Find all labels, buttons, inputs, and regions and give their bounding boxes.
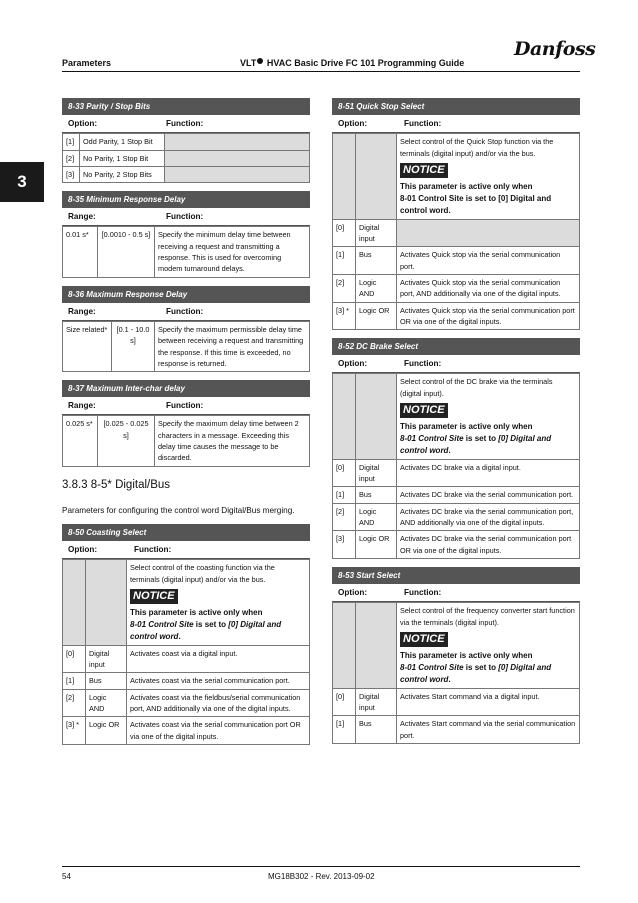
notice-badge: NOTICE — [130, 589, 178, 604]
notice-badge: NOTICE — [400, 632, 448, 647]
col-function: Function: — [404, 119, 442, 128]
option-number: [1] — [63, 673, 86, 689]
table-row — [63, 227, 310, 277]
table-row — [333, 531, 580, 559]
bullet-icon — [257, 58, 263, 64]
param-8-52 — [332, 338, 580, 559]
param-title: 8-53 Start Select — [332, 567, 580, 584]
function-description: Select control of the coasting function via the terminals (digital input) and/or via the bus. — [130, 563, 275, 584]
table-row — [333, 503, 580, 531]
notice-badge: NOTICE — [400, 403, 448, 418]
param-title: 8-50 Coasting Select — [62, 524, 310, 541]
param-8-37 — [62, 380, 310, 466]
option-number: [3] — [333, 531, 356, 559]
table-row — [63, 560, 310, 645]
option-name — [356, 374, 397, 459]
col-function: Function: — [166, 401, 204, 411]
table-row — [333, 459, 580, 487]
col-function: Function: — [166, 306, 204, 316]
table-row — [333, 688, 580, 716]
param-8-50 — [62, 524, 310, 745]
value-range: [0.1 - 10.0 s] — [112, 321, 155, 371]
options-table — [62, 133, 310, 183]
table-header — [62, 208, 310, 226]
footer-rule — [62, 866, 580, 867]
param-8-53 — [332, 567, 580, 744]
option-name: Digital input — [356, 688, 397, 716]
page-number: 54 — [62, 872, 71, 881]
param-title: 8-36 Maximum Response Delay — [62, 286, 310, 303]
option-number: [2] — [333, 274, 356, 302]
option-number — [333, 603, 356, 688]
table-row — [333, 274, 580, 302]
table-header — [332, 584, 580, 602]
options-table — [332, 133, 580, 330]
param-title: 8-33 Parity / Stop Bits — [62, 98, 310, 115]
notice-text: This parameter is active only when 8-01 Control Site is set to [0] Digital and control word. — [130, 607, 282, 641]
chapter-tab: 3 — [0, 162, 44, 202]
function-description: Specify the minimum delay time between receiving a request and transmitting a response. This is used for overcoming modem turnaround delays. — [155, 227, 310, 277]
col-option: Option: — [68, 545, 98, 555]
table-row — [63, 150, 310, 166]
function-description: Activates Start command via a digital input. — [397, 688, 580, 716]
table-header — [62, 541, 310, 559]
param-title: 8-51 Quick Stop Select — [332, 98, 580, 115]
col-option: Option: — [338, 587, 368, 597]
notice-text: This parameter is active only when 8-01 Control Site is set to [0] Digital and control word. — [400, 650, 552, 684]
option-number: [0] — [333, 459, 356, 487]
option-number: [1] — [333, 487, 356, 503]
table-row — [63, 645, 310, 673]
table-row — [333, 302, 580, 330]
param-title: 8-37 Maximum Inter-char delay — [62, 380, 310, 397]
option-number: [2] — [333, 503, 356, 531]
col-function: Function: — [134, 545, 172, 555]
col-range: Range: — [68, 401, 96, 411]
range-table — [62, 415, 310, 466]
function-description: Activates DC brake via the serial communication port OR via one of the digital inputs. — [397, 531, 580, 559]
option-number: [3] * — [333, 302, 356, 330]
table-row — [333, 134, 580, 219]
option-name: Logic AND — [86, 689, 127, 717]
option-name: Logic AND — [356, 503, 397, 531]
function-cell — [165, 150, 310, 166]
table-header — [62, 115, 310, 133]
option-number: [3] * — [63, 717, 86, 745]
option-number — [333, 134, 356, 219]
left-column — [62, 98, 310, 753]
function-cell — [397, 603, 580, 688]
param-title: 8-35 Minimum Response Delay — [62, 191, 310, 208]
option-name: Bus — [356, 716, 397, 744]
function-description: Select control of the DC brake via the terminals (digital input). — [400, 377, 553, 398]
option-name — [86, 560, 127, 645]
table-row — [63, 321, 310, 371]
running-header-title — [240, 58, 464, 68]
function-description: Select control of the frequency converter start function via the terminals (digital input). — [400, 606, 575, 627]
options-table — [62, 559, 310, 745]
function-cell — [397, 134, 580, 219]
table-row — [333, 219, 580, 247]
option-name — [356, 603, 397, 688]
table-row — [333, 487, 580, 503]
guide-title: HVAC Basic Drive FC 101 Programming Guide — [266, 58, 465, 68]
param-8-36 — [62, 286, 310, 372]
range-table — [62, 226, 310, 277]
function-description: Activates coast via the serial communication port OR via one of the digital inputs. — [127, 717, 310, 745]
function-description: Activates Quick stop via the serial communication port. — [397, 247, 580, 275]
value-range: [0.025 - 0.025 s] — [98, 416, 155, 466]
function-description: Activates Quick stop via the serial communication port OR via one of the digital inputs. — [397, 302, 580, 330]
option-name: Logic AND — [356, 274, 397, 302]
option-number — [333, 374, 356, 459]
option-number: [1] — [333, 716, 356, 744]
function-description: Activates DC brake via the serial communication port. — [397, 487, 580, 503]
function-description: Select control of the Quick Stop function via the terminals (digital input) and/or via the bus. — [400, 137, 554, 158]
option-number: [3] — [63, 166, 80, 182]
function-description: Activates Quick stop via the serial communication port, AND additionally via one of the digital inputs. — [397, 274, 580, 302]
col-option: Option: — [68, 119, 98, 128]
section-heading: 3.8.3 8-5* Digital/Bus — [62, 478, 171, 491]
col-function: Function: — [404, 587, 442, 597]
param-8-35 — [62, 191, 310, 277]
notice-text: This parameter is active only when 8-01 Control Site is set to [0] Digital and control word. — [400, 421, 552, 455]
table-header — [62, 303, 310, 321]
col-function: Function: — [166, 212, 204, 222]
table-row — [63, 134, 310, 150]
danfoss-logo: Danfoss — [514, 38, 596, 60]
default-value: 0.025 s* — [63, 416, 98, 466]
table-row — [333, 374, 580, 459]
product-name: VLT — [240, 58, 257, 68]
value-range: [0.0010 - 0.5 s] — [98, 227, 155, 277]
document-id: MG18B302 - Rev. 2013-09-02 — [268, 872, 375, 881]
option-name: No Parity, 1 Stop Bit — [80, 150, 165, 166]
function-description: Activates coast via a digital input. — [127, 645, 310, 673]
default-value: 0.01 s* — [63, 227, 98, 277]
option-name: Digital input — [356, 459, 397, 487]
right-column — [332, 98, 580, 752]
range-table — [62, 321, 310, 372]
col-function: Function: — [166, 119, 204, 128]
col-function: Function: — [404, 359, 442, 369]
running-header-section: Parameters — [62, 58, 112, 68]
option-name — [356, 134, 397, 219]
option-name: Logic OR — [86, 717, 127, 745]
function-description: Specify the maximum permissible delay time between receiving a request and transmitting the response. If this time is exceeded, no response is returned. — [155, 321, 310, 371]
function-cell — [165, 166, 310, 182]
default-value: Size related* — [63, 321, 112, 371]
option-number: [0] — [63, 645, 86, 673]
table-header — [332, 355, 580, 373]
table-header — [62, 397, 310, 415]
function-description: Specify the maximum delay time between 2 characters in a message. Exceeding this delay time causes the message to be discarded. — [155, 416, 310, 466]
option-number: [1] — [63, 134, 80, 150]
notice-badge: NOTICE — [400, 163, 448, 178]
table-row — [63, 166, 310, 182]
options-table — [332, 373, 580, 559]
option-number: [0] — [333, 219, 356, 247]
function-cell — [397, 374, 580, 459]
col-option: Option: — [338, 359, 368, 369]
function-description: Activates coast via the serial communication port. — [127, 673, 310, 689]
option-name: Odd Parity, 1 Stop Bit — [80, 134, 165, 150]
header-rule — [62, 71, 580, 72]
col-range: Range: — [68, 306, 96, 316]
option-number: [1] — [333, 247, 356, 275]
table-row — [333, 603, 580, 688]
option-name: Bus — [86, 673, 127, 689]
col-option: Option: — [338, 119, 368, 128]
function-description: Activates coast via the fieldbus/serial communication port, AND additionally via one of the digital inputs. — [127, 689, 310, 717]
function-cell — [127, 560, 310, 645]
param-title: 8-52 DC Brake Select — [332, 338, 580, 355]
option-name: No Parity, 2 Stop Bits — [80, 166, 165, 182]
options-table — [332, 602, 580, 744]
notice-text: This parameter is active only when 8-01 Control Site is set to [0] Digital and control word. — [400, 181, 552, 215]
param-8-51 — [332, 98, 580, 330]
param-8-33 — [62, 98, 310, 183]
section-intro: Parameters for configuring the control word Digital/Bus merging. — [62, 505, 295, 515]
table-header — [332, 115, 580, 133]
option-name: Digital input — [356, 219, 397, 247]
table-row — [333, 247, 580, 275]
table-row — [63, 673, 310, 689]
option-name: Logic OR — [356, 531, 397, 559]
table-row — [333, 716, 580, 744]
option-name: Digital input — [86, 645, 127, 673]
option-number: [2] — [63, 689, 86, 717]
function-description: Activates DC brake via a digital input. — [397, 459, 580, 487]
table-row — [63, 416, 310, 466]
option-name: Bus — [356, 487, 397, 503]
table-row — [63, 689, 310, 717]
option-name: Logic OR — [356, 302, 397, 330]
function-description — [397, 219, 580, 247]
table-row — [63, 717, 310, 745]
function-cell — [165, 134, 310, 150]
option-name: Bus — [356, 247, 397, 275]
option-number: [2] — [63, 150, 80, 166]
option-number: [0] — [333, 688, 356, 716]
option-number — [63, 560, 86, 645]
function-description: Activates Start command via the serial communication port. — [397, 716, 580, 744]
col-range: Range: — [68, 212, 96, 222]
function-description: Activates DC brake via the serial communication port, AND additionally via one of the digital inputs. — [397, 503, 580, 531]
